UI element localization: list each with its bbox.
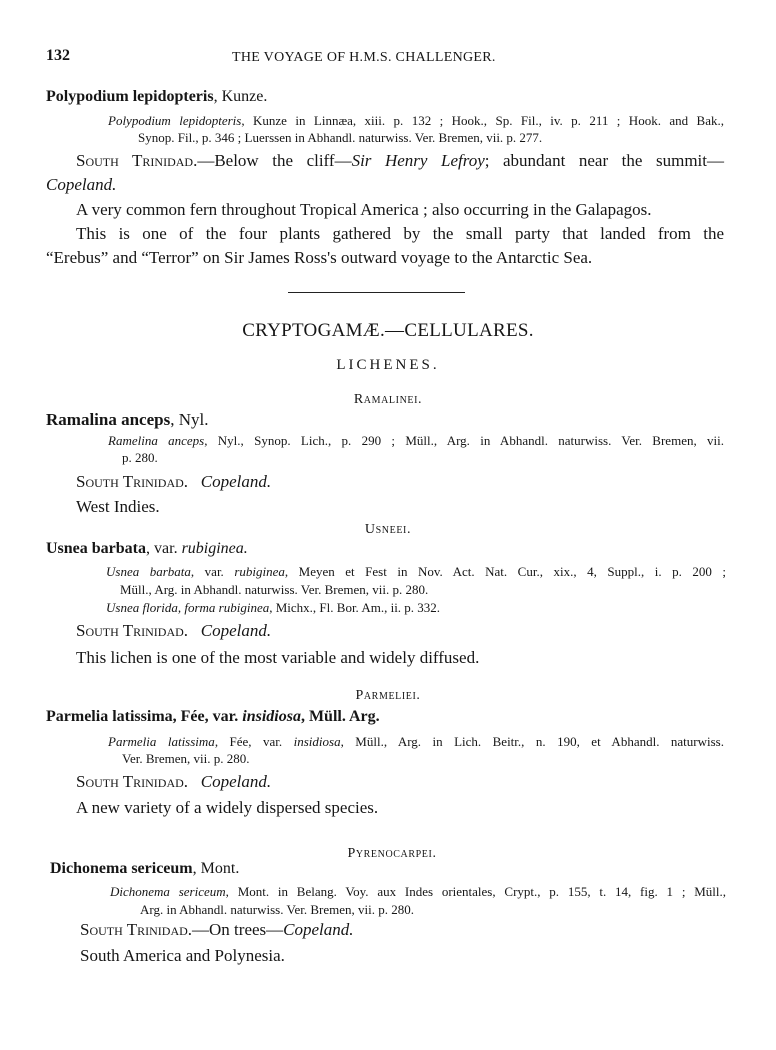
locality-line: South Trinidad.—Below the cliff—Sir Henry Lefroy; abundant near the summit— [76, 151, 724, 170]
reference-line: Müll., Arg. in Abhandl. naturwiss. Ver. Bremen, vii. p. 280. [120, 582, 429, 597]
locality-line: South Trinidad. Copeland. [76, 621, 272, 640]
reference-line: Polypodium lepidopteris, Kunze in Linnæa, xiii. p. 132 ; Hook., Sp. Fil., iv. p. 211 ; Hook. and Bak., [108, 113, 724, 128]
locality-line: South Trinidad. Copeland. [76, 772, 272, 791]
collector-name: Copeland. [46, 175, 117, 194]
reference-line: Arg. in Abhandl. naturwiss. Ver. Bremen, vii. p. 280. [140, 902, 414, 917]
section-title: CRYPTOGAMÆ.—CELLULARES. [242, 320, 534, 341]
note-paragraph: This is one of the four plants gathered by the small party that landed from the [76, 224, 724, 243]
reference-line: Usnea florida, forma rubiginea, Michx., Fl. Bor. Am., ii. p. 332. [106, 600, 441, 615]
family-heading: Parmeliei. [355, 688, 421, 703]
section-subtitle: LICHENES. [336, 357, 440, 373]
species-name-polypodium: Polypodium lepidopteris, Kunze. [46, 88, 268, 105]
distribution-note: A new variety of a widely dispersed species. [76, 798, 379, 817]
species-name-parmelia: Parmelia latissima, Fée, var. insidiosa, Müll. Arg. [46, 708, 380, 725]
section-divider [288, 292, 465, 293]
reference-line: Dichonema sericeum, Mont. in Belang. Voy. aux Indes orientales, Crypt., p. 155, t. 14, fig. 1 ; Müll., [110, 884, 727, 899]
page-number: 132 [46, 47, 70, 64]
reference-line: Ver. Bremen, vii. p. 280. [122, 751, 250, 766]
distribution-note: This lichen is one of the most variable and widely diffused. [76, 648, 480, 667]
reference-line: p. 280. [122, 450, 158, 465]
distribution-note: West Indies. [76, 497, 160, 516]
reference-line: Parmelia latissima, Fée, var. insidiosa, Müll., Arg. in Lich. Beitr., n. 190, et Abhandl. naturwiss. [108, 734, 724, 749]
reference-line: Ramelina anceps, Nyl., Synop. Lich., p. 290 ; Müll., Arg. in Abhandl. naturwiss. Ver. Bremen, vii. [108, 433, 724, 448]
reference-line: Usnea barbata, var. rubiginea, Meyen et Fest in Nov. Act. Nat. Cur., xix., 4, Suppl., i. p. 200 ; [106, 564, 726, 579]
species-name-ramalina: Ramalina anceps, Nyl. [46, 410, 209, 429]
locality-line: South Trinidad.—On trees—Copeland. [80, 920, 354, 939]
species-name-dichonema: Dichonema sericeum, Mont. [50, 860, 240, 877]
note-paragraph: “Erebus” and “Terror” on Sir James Ross's outward voyage to the Antarctic Sea. [46, 248, 593, 267]
species-name-usnea: Usnea barbata, var. rubiginea. [46, 540, 248, 557]
running-title: THE VOYAGE OF H.M.S. CHALLENGER. [232, 50, 496, 65]
family-heading: Ramalinei. [353, 392, 423, 407]
distribution-note: A very common fern throughout Tropical America ; also occurring in the Galapagos. [76, 200, 652, 219]
family-heading: Usneei. [364, 522, 412, 537]
family-heading: Pyrenocarpei. [347, 846, 437, 861]
distribution-note: South America and Polynesia. [80, 946, 285, 965]
reference-line: Synop. Fil., p. 346 ; Luerssen in Abhandl. naturwiss. Ver. Bremen, vii. p. 277. [138, 130, 543, 145]
locality-line: South Trinidad. Copeland. [76, 472, 272, 491]
